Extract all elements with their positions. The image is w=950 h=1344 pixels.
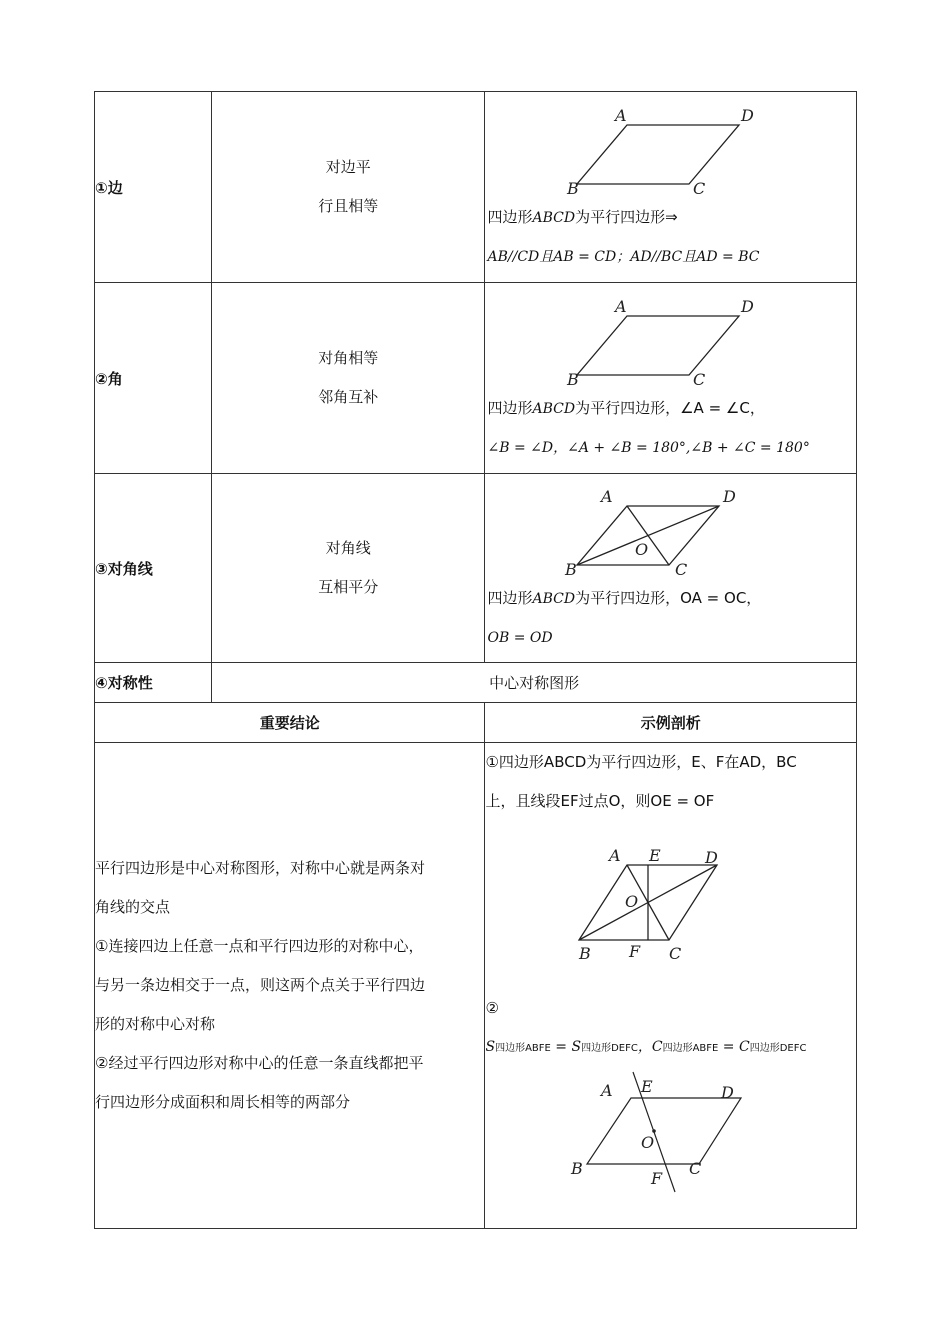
row-label: ②角	[95, 283, 212, 474]
row-label: ①边	[95, 92, 212, 283]
conclusion-line: ②经过平行四边形对称中心的任意一条直线都把平	[95, 1054, 424, 1072]
vertex-label-b: B	[566, 178, 579, 198]
formula-subscript: 四边形ABFE	[495, 1043, 551, 1054]
parallelogram-shape	[577, 125, 739, 184]
conclusion-line: ①连接四边上任意一点和平行四边形的对称中心，	[95, 937, 424, 955]
formula-subscript: 四边形DEFC	[581, 1043, 638, 1054]
formula-symbol: C	[651, 1039, 663, 1055]
conclusion-line: 与另一条边相交于一点，则这两个点关于平行四边	[95, 976, 426, 994]
figure-formula-line: ∠B = ∠D，∠A + ∠B = 180°,∠B + ∠C = 180°	[487, 439, 810, 456]
formula-symbol: S	[571, 1039, 582, 1055]
caption-text: 为平行四边形，∠A = ∠C，	[575, 398, 765, 417]
header-example: 示例剖析	[485, 703, 857, 743]
property-cell	[212, 92, 485, 283]
caption-text: 四边形	[487, 207, 533, 226]
vertex-label-d: D	[722, 486, 736, 506]
property-line: 对角相等	[318, 349, 379, 367]
property-line: 对边平	[325, 158, 371, 176]
caption-text: 四边形	[487, 398, 533, 417]
figure-formula-line: AB//CD且AB = CD；AD//BC且AD = BC	[487, 248, 760, 265]
row-angles	[95, 283, 857, 474]
figure-caption-line	[485, 389, 856, 429]
vertex-label-c: C	[688, 1159, 701, 1178]
example-marker: ②	[485, 999, 499, 1017]
vertex-label-c: C	[692, 178, 705, 198]
vertex-label-c: C	[668, 944, 681, 963]
conclusion-line: 形的对称中心对称	[95, 1015, 216, 1033]
vertex-label-b: B	[570, 1159, 583, 1178]
property-cell	[212, 283, 485, 474]
formula-operator: =	[718, 1039, 739, 1055]
vertex-label-d: D	[740, 296, 754, 316]
conclusion-line: 平行四边形是中心对称图形，对称中心就是两条对	[95, 859, 426, 877]
vertex-label-b: B	[578, 944, 591, 963]
vertex-label-c: C	[674, 559, 687, 579]
point-label-f: F	[628, 942, 640, 961]
property-line: 行且相等	[318, 197, 379, 215]
example-formula	[485, 1028, 856, 1068]
vertex-label-b: B	[566, 369, 579, 389]
parallelogram-shape	[587, 1098, 741, 1164]
property-cell	[212, 474, 485, 663]
figure-cell	[485, 474, 857, 663]
formula-subscript: 四边形DEFC	[749, 1043, 807, 1054]
conclusion-line: 行四边形分成面积和周长相等的两部分	[95, 1093, 351, 1111]
vertex-label-a: A	[600, 1081, 613, 1100]
vertex-label-a: A	[614, 296, 627, 316]
section-header-row	[95, 703, 857, 743]
conclusion-cell	[95, 743, 485, 1229]
caption-math: ABCD	[532, 590, 576, 607]
vertex-label-a: A	[608, 846, 621, 865]
example-cell	[485, 743, 857, 1229]
conclusion-example-row	[95, 743, 857, 1229]
vertex-label-b: B	[564, 559, 577, 579]
property-line: 对角线	[325, 539, 371, 557]
row-label: ④对称性	[95, 663, 212, 703]
parallelogram-figure	[566, 98, 771, 198]
row-label: ③对角线	[95, 474, 212, 663]
example-line: 上，且线段EF过点O，则OE = OF	[485, 792, 715, 810]
formula-separator: ，	[637, 1039, 652, 1055]
conclusion-line: 角线的交点	[95, 898, 171, 916]
row-symmetry	[95, 663, 857, 703]
center-label-o: O	[624, 892, 638, 911]
example-figure-1	[571, 835, 771, 965]
parallelogram-shape	[577, 316, 739, 375]
figure-caption-line	[485, 579, 856, 619]
formula-operator: =	[550, 1039, 572, 1055]
vertex-label-d: D	[740, 105, 754, 125]
caption-text: 为平行四边形，OA = OC，	[575, 588, 762, 607]
point-label-f: F	[650, 1169, 662, 1188]
center-label-o: O	[634, 539, 648, 559]
vertex-label-a: A	[614, 105, 627, 125]
example-figure-2	[571, 1068, 771, 1198]
caption-text: 为平行四边形⇒	[575, 207, 678, 226]
property-line: 邻角互补	[318, 388, 379, 406]
figure-cell	[485, 92, 857, 283]
figure-cell	[485, 283, 857, 474]
caption-math: ABCD	[532, 400, 576, 417]
row-sides	[95, 92, 857, 283]
caption-math: ABCD	[532, 209, 576, 226]
figure-caption-line	[485, 198, 856, 238]
vertex-label-d: D	[704, 848, 718, 867]
property-table	[94, 91, 857, 1229]
figure-formula-line: OB = OD	[487, 629, 553, 646]
parallelogram-figure	[566, 289, 771, 389]
formula-symbol: C	[739, 1039, 750, 1055]
parallelogram-diagonals-figure	[564, 479, 771, 579]
header-conclusion: 重要结论	[95, 703, 485, 743]
caption-text: 四边形	[487, 588, 533, 607]
example-line: ①四边形ABCD为平行四边形，E、F在AD，BC	[485, 753, 797, 771]
vertex-label-a: A	[600, 486, 613, 506]
center-label-o: O	[640, 1133, 654, 1152]
formula-symbol: S	[485, 1039, 496, 1055]
property-line: 互相平分	[318, 578, 379, 596]
vertex-label-d: D	[720, 1083, 734, 1102]
row-diagonals	[95, 474, 857, 663]
symmetry-value: 中心对称图形	[212, 663, 857, 703]
vertex-label-c: C	[692, 369, 705, 389]
formula-subscript: 四边形ABFE	[662, 1043, 719, 1054]
point-label-e: E	[640, 1077, 653, 1096]
point-label-e: E	[648, 846, 661, 865]
